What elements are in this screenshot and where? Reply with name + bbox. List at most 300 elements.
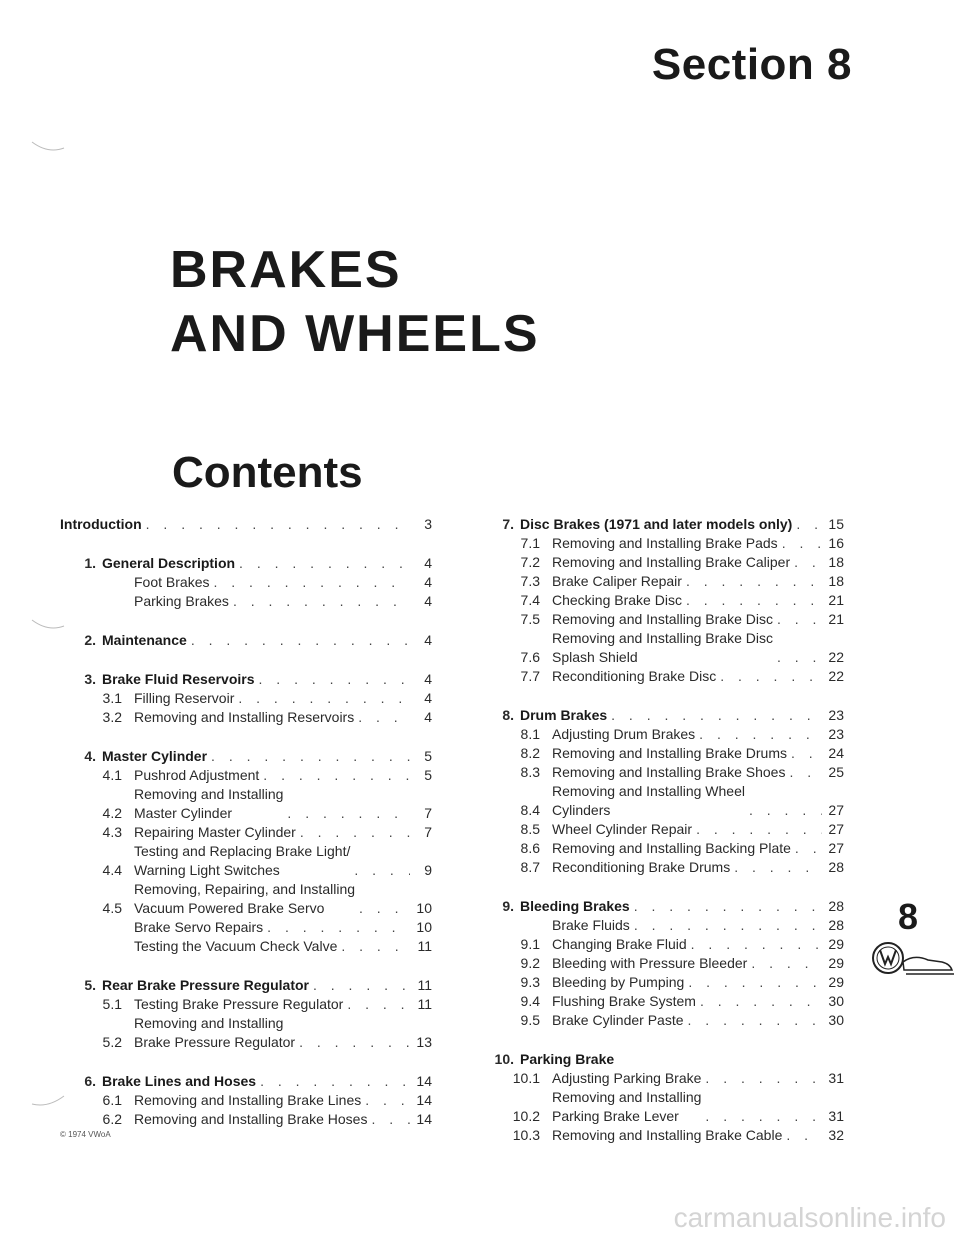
toc-entry-label-wrap bbox=[102, 631, 410, 650]
toc-entry-number: 4. bbox=[84, 748, 96, 764]
toc-entry-label-wrap bbox=[552, 534, 822, 553]
footer-watermark: carmanualsonline.info bbox=[673, 1202, 946, 1233]
toc-entry-title: General Description bbox=[102, 555, 236, 571]
toc-subsection-entry bbox=[478, 992, 844, 1011]
toc-entry-label-wrap bbox=[60, 937, 410, 956]
toc-entry-label-wrap bbox=[102, 976, 410, 995]
toc-entry-page: 5 bbox=[424, 767, 432, 783]
toc-subsection-entry bbox=[478, 1126, 844, 1145]
toc-left-column bbox=[60, 515, 432, 1149]
toc-entry-title bbox=[134, 842, 350, 880]
toc-entry-title: Removing and Installing Brake Shoes bbox=[552, 764, 786, 780]
toc-entry-title: Disc Brakes (1971 and later models only) bbox=[520, 516, 793, 532]
toc-entry-title: Bleeding with Pressure Bleeder bbox=[552, 955, 748, 971]
toc-entry-label-wrap bbox=[134, 766, 410, 785]
toc-subsection-entry bbox=[478, 553, 844, 572]
toc-leader-dots bbox=[773, 648, 822, 667]
toc-entry-number: 3. bbox=[84, 671, 96, 687]
toc-entry-page: 14 bbox=[416, 1092, 432, 1108]
toc-subsection-entry bbox=[60, 766, 432, 785]
toc-entry-page: 23 bbox=[828, 726, 844, 742]
toc-leader-dots bbox=[778, 534, 822, 553]
toc-entry-label-wrap bbox=[552, 1126, 822, 1145]
toc-entry-number: 9.3 bbox=[520, 974, 540, 990]
toc-leader-dots bbox=[295, 1033, 410, 1052]
toc-entry-number: 7.5 bbox=[520, 611, 540, 627]
toc-entry-title: Drum Brakes bbox=[520, 707, 608, 723]
toc-group bbox=[60, 747, 432, 956]
toc-entry-label-wrap bbox=[520, 897, 822, 916]
toc-entry-title bbox=[552, 1088, 701, 1126]
toc-entry-number: 8. bbox=[502, 707, 514, 723]
toc-section-entry bbox=[60, 976, 432, 995]
toc-entry-title: Wheel Cylinder Repair bbox=[552, 821, 693, 837]
toc-entry-page: 7 bbox=[424, 824, 432, 840]
toc-entry-page: 21 bbox=[828, 611, 844, 627]
toc-entry-number: 3.2 bbox=[102, 709, 122, 725]
toc-leader-dots bbox=[692, 820, 822, 839]
toc-entry-label-wrap bbox=[552, 858, 822, 877]
toc-entry-label-wrap bbox=[520, 706, 822, 725]
toc-group bbox=[60, 1072, 432, 1129]
toc-entry-page: 31 bbox=[828, 1070, 844, 1086]
toc-subsection-entry bbox=[478, 610, 844, 629]
toc-entry-page: 10 bbox=[416, 919, 432, 935]
toc-entry-label-wrap bbox=[552, 839, 822, 858]
toc-entry-page: 28 bbox=[828, 898, 844, 914]
toc-entry-page: 7 bbox=[424, 805, 432, 821]
toc-leader-dots bbox=[355, 899, 410, 918]
copyright-notice: © 1974 VWoA bbox=[60, 1130, 111, 1139]
toc-entry-title-line-1: Removing and Installing bbox=[134, 1015, 284, 1031]
toc-leader-dots bbox=[730, 858, 822, 877]
toc-leader-dots bbox=[787, 744, 822, 763]
toc-leader-dots bbox=[259, 766, 410, 785]
toc-leader-dots bbox=[684, 973, 822, 992]
toc-entry-label-wrap bbox=[60, 918, 410, 937]
toc-entry-label-wrap bbox=[520, 1050, 822, 1069]
toc-entry-title: Maintenance bbox=[102, 632, 187, 648]
toc-entry-title-line-2: Vacuum Powered Brake Servo bbox=[134, 900, 325, 916]
toc-entry-title-line-1: Removing and Installing Wheel bbox=[552, 783, 745, 799]
toc-entry-label-wrap bbox=[552, 954, 822, 973]
toc-subsection-entry bbox=[60, 1110, 432, 1129]
toc-entry-number: 9.5 bbox=[520, 1012, 540, 1028]
toc-section-entry bbox=[478, 897, 844, 916]
toc-entry-page: 13 bbox=[416, 1034, 432, 1050]
toc-entry-label-wrap bbox=[102, 1072, 410, 1091]
toc-entry-number: 5.1 bbox=[102, 996, 122, 1012]
toc-subsection-entry bbox=[60, 823, 432, 842]
toc-entry-number: 9.1 bbox=[520, 936, 540, 952]
toc-leader-dots bbox=[361, 1091, 410, 1110]
toc-leader-dots bbox=[354, 708, 410, 727]
toc-entry-title: Removing and Installing Brake Caliper bbox=[552, 554, 791, 570]
toc-entry-page: 18 bbox=[828, 554, 844, 570]
toc-entry-page: 24 bbox=[828, 745, 844, 761]
main-title-line-2: AND WHEELS bbox=[170, 305, 540, 363]
toc-entry-number: 8.3 bbox=[520, 764, 540, 780]
toc-entry-title: Brake Servo Repairs bbox=[134, 919, 264, 935]
binder-hole-mark bbox=[30, 1094, 66, 1108]
toc-entry-page: 14 bbox=[416, 1073, 432, 1089]
toc-group bbox=[60, 976, 432, 1052]
tab-number: 8 bbox=[898, 896, 919, 937]
toc-subsection-entry bbox=[60, 1014, 432, 1052]
toc-entry-page: 25 bbox=[828, 764, 844, 780]
toc-entry-label-wrap bbox=[134, 880, 410, 918]
toc-leader-dots bbox=[790, 553, 822, 572]
toc-subsection-entry bbox=[60, 785, 432, 823]
toc-entry-title: Flushing Brake System bbox=[552, 993, 696, 1009]
toc-subsection-entry bbox=[478, 916, 844, 935]
toc-entry-number: 4.2 bbox=[102, 805, 122, 821]
toc-entry-number: 1. bbox=[84, 555, 96, 571]
toc-leader-dots bbox=[207, 747, 410, 766]
toc-entry-label-wrap bbox=[552, 782, 822, 820]
toc-entry-number: 7.3 bbox=[520, 573, 540, 589]
toc-group bbox=[60, 631, 432, 650]
toc-entry-title: Foot Brakes bbox=[134, 574, 210, 590]
toc-entry-title: Testing the Vacuum Check Valve bbox=[134, 938, 338, 954]
toc-entry-number: 10.2 bbox=[512, 1108, 540, 1124]
toc-section-entry bbox=[60, 631, 432, 650]
toc-entry-number: 9.2 bbox=[520, 955, 540, 971]
toc-subsection-entry bbox=[478, 667, 844, 686]
toc-entry-label-wrap bbox=[552, 572, 822, 591]
toc-entry-title: Checking Brake Disc bbox=[552, 592, 682, 608]
toc-entry-title-line-1: Removing and Installing Brake Disc bbox=[552, 630, 773, 646]
toc-leader-dots bbox=[229, 592, 410, 611]
toc-entry-title: Removing and Installing Brake Pads bbox=[552, 535, 778, 551]
toc-entry-label-wrap bbox=[552, 725, 822, 744]
toc-entry-number: 8.7 bbox=[520, 859, 540, 875]
toc-leader-dots bbox=[209, 573, 410, 592]
toc-entry-label-wrap bbox=[552, 973, 822, 992]
toc-subsection-entry bbox=[478, 1088, 844, 1126]
toc-subsection-entry bbox=[478, 839, 844, 858]
toc-entry-title-line-2: Warning Light Switches bbox=[134, 862, 280, 878]
toc-leader-dots bbox=[701, 1107, 822, 1126]
toc-leader-dots bbox=[337, 937, 410, 956]
toc-entry-title: Bleeding by Pumping bbox=[552, 974, 685, 990]
toc-entry-label-wrap bbox=[552, 591, 822, 610]
toc-leader-dots bbox=[630, 916, 822, 935]
toc-entry-title bbox=[134, 785, 283, 823]
toc-entry-title: Changing Brake Fluid bbox=[552, 936, 687, 952]
toc-entry-page: 27 bbox=[828, 821, 844, 837]
toc-entry-label-wrap bbox=[552, 610, 822, 629]
toc-entry-title: Brake Lines and Hoses bbox=[102, 1073, 257, 1089]
contents-heading: Contents bbox=[172, 448, 363, 497]
toc-entry-page: 15 bbox=[828, 516, 844, 532]
toc-entry-label-wrap bbox=[552, 820, 822, 839]
toc-entry-label-wrap bbox=[478, 916, 822, 935]
toc-entry-page: 32 bbox=[828, 1127, 844, 1143]
section-tab-emblem bbox=[870, 896, 956, 986]
toc-entry-title: Introduction bbox=[60, 516, 142, 532]
toc-entry-page: 21 bbox=[828, 592, 844, 608]
toc-entry-number: 9. bbox=[502, 898, 514, 914]
toc-entry-number: 8.4 bbox=[520, 802, 540, 818]
toc-entry-number: 7.7 bbox=[520, 668, 540, 684]
toc-leader-dots bbox=[695, 725, 822, 744]
toc-entry-number: 6. bbox=[84, 1073, 96, 1089]
toc-leader-dots bbox=[630, 897, 822, 916]
toc-entry-number: 8.1 bbox=[520, 726, 540, 742]
toc-leader-dots bbox=[785, 763, 822, 782]
toc-entry-number: 10.3 bbox=[512, 1127, 540, 1143]
toc-entry-title: Adjusting Parking Brake bbox=[552, 1070, 702, 1086]
toc-entry-page: 14 bbox=[416, 1111, 432, 1127]
toc-entry-page: 27 bbox=[828, 802, 844, 818]
toc-entry-title: Removing and Installing Brake Hoses bbox=[134, 1111, 368, 1127]
toc-entry-label-wrap bbox=[552, 763, 822, 782]
toc-entry-number: 4.5 bbox=[102, 900, 122, 916]
toc-entry-label-wrap bbox=[134, 1110, 410, 1129]
toc-leader-dots bbox=[701, 1069, 822, 1088]
toc-entry-number: 7.6 bbox=[520, 649, 540, 665]
toc-entry-title: Filling Reservoir bbox=[134, 690, 235, 706]
toc-leader-dots bbox=[684, 1011, 822, 1030]
toc-group bbox=[60, 515, 432, 534]
toc-entry-title: Repairing Master Cylinder bbox=[134, 824, 296, 840]
toc-entry-title: Brake Fluid Reservoirs bbox=[102, 671, 255, 687]
toc-entry-page: 16 bbox=[828, 535, 844, 551]
toc-entry-page: 3 bbox=[424, 516, 432, 532]
toc-entry-page: 28 bbox=[828, 917, 844, 933]
toc-entry-title bbox=[134, 1014, 295, 1052]
toc-subsection-entry bbox=[478, 858, 844, 877]
toc-entry-number: 3.1 bbox=[102, 690, 122, 706]
toc-section-entry bbox=[60, 670, 432, 689]
toc-entry-title: Pushrod Adjustment bbox=[134, 767, 260, 783]
toc-entry-label-wrap bbox=[552, 1069, 822, 1088]
binder-hole-mark bbox=[30, 140, 66, 154]
toc-entry-title: Removing and Installing Brake Lines bbox=[134, 1092, 362, 1108]
toc-leader-dots bbox=[716, 667, 822, 686]
toc-leader-dots bbox=[687, 935, 822, 954]
toc-entry-page: 5 bbox=[424, 748, 432, 764]
toc-subsection-entry bbox=[478, 935, 844, 954]
toc-subsection-entry bbox=[478, 1069, 844, 1088]
toc-entry-title: Reconditioning Brake Disc bbox=[552, 668, 717, 684]
toc-subsection-entry bbox=[478, 572, 844, 591]
toc-entry-number: 5. bbox=[84, 977, 96, 993]
toc-entry-number: 9.4 bbox=[520, 993, 540, 1009]
toc-subsection-entry bbox=[478, 725, 844, 744]
toc-subsection-entry bbox=[478, 820, 844, 839]
toc-entry-label-wrap bbox=[134, 823, 410, 842]
toc-leader-dots bbox=[296, 823, 410, 842]
toc-entry-label-wrap bbox=[552, 935, 822, 954]
toc-section-entry bbox=[60, 554, 432, 573]
toc-entry-title-line-2: Cylinders bbox=[552, 802, 611, 818]
toc-entry-page: 29 bbox=[828, 955, 844, 971]
toc-entry-label-wrap bbox=[134, 1014, 410, 1052]
toc-subsection-entry bbox=[478, 629, 844, 667]
toc-entry-page: 4 bbox=[424, 690, 432, 706]
toc-leader-dots bbox=[782, 1126, 822, 1145]
toc-entry-label-wrap bbox=[134, 708, 410, 727]
toc-entry-page: 4 bbox=[424, 632, 432, 648]
toc-entry-number: 6.1 bbox=[102, 1092, 122, 1108]
toc-subsection-entry bbox=[478, 591, 844, 610]
toc-subsection-entry bbox=[478, 534, 844, 553]
toc-entry-label-wrap bbox=[102, 747, 410, 766]
toc-leader-dots bbox=[256, 1072, 410, 1091]
toc-entry-page: 29 bbox=[828, 936, 844, 952]
toc-subsection-entry bbox=[60, 708, 432, 727]
toc-group bbox=[478, 515, 844, 686]
toc-subsection-entry bbox=[60, 918, 432, 937]
toc-entry-page: 11 bbox=[417, 977, 432, 993]
toc-leader-dots bbox=[350, 861, 410, 880]
toc-entry-label-wrap bbox=[552, 667, 822, 686]
toc-subsection-entry bbox=[60, 1091, 432, 1110]
toc-entry-title: Parking Brakes bbox=[134, 593, 229, 609]
toc-entry-number: 5.2 bbox=[102, 1034, 122, 1050]
toc-leader-dots bbox=[367, 1110, 410, 1129]
toc-entry-title-line-1: Removing, Repairing, and Installing bbox=[134, 881, 356, 897]
toc-group bbox=[478, 706, 844, 877]
toc-entry-number: 7.4 bbox=[520, 592, 540, 608]
toc-leader-dots bbox=[773, 610, 822, 629]
toc-leader-dots bbox=[682, 572, 822, 591]
toc-entry-number: 8.6 bbox=[520, 840, 540, 856]
toc-subsection-entry bbox=[60, 689, 432, 708]
toc-entry-number: 10. bbox=[494, 1051, 514, 1067]
toc-leader-dots bbox=[343, 995, 410, 1014]
toc-leader-dots bbox=[745, 801, 822, 820]
toc-subsection-entry bbox=[60, 880, 432, 918]
toc-entry-title: Removing and Installing Brake Cable bbox=[552, 1127, 783, 1143]
toc-entry-page: 4 bbox=[424, 709, 432, 725]
toc-entry-title: Removing and Installing Brake Drums bbox=[552, 745, 787, 761]
toc-group bbox=[60, 554, 432, 611]
toc-entry-page: 22 bbox=[828, 649, 844, 665]
toc-group bbox=[478, 1050, 844, 1145]
toc-leader-dots bbox=[696, 992, 822, 1011]
toc-subsection-entry bbox=[60, 995, 432, 1014]
toc-entry-title-line-2: Splash Shield bbox=[552, 649, 638, 665]
toc-leader-dots bbox=[187, 631, 410, 650]
toc-subsection-entry bbox=[478, 782, 844, 820]
toc-leader-dots bbox=[235, 554, 410, 573]
toc-entry-title-line-1: Removing and Installing bbox=[134, 786, 284, 802]
toc-entry-page: 31 bbox=[828, 1108, 844, 1124]
toc-entry-title: Master Cylinder bbox=[102, 748, 208, 764]
toc-entry-page: 11 bbox=[417, 938, 432, 954]
toc-entry-page: 23 bbox=[828, 707, 844, 723]
toc-entry-title: Removing and Installing Reservoirs bbox=[134, 709, 355, 725]
toc-entry-label-wrap bbox=[552, 553, 822, 572]
toc-entry-label-wrap bbox=[552, 744, 822, 763]
toc-entry-page: 29 bbox=[828, 974, 844, 990]
toc-entry-page: 4 bbox=[424, 671, 432, 687]
toc-entry-title: Testing Brake Pressure Regulator bbox=[134, 996, 344, 1012]
toc-entry-title: Bleeding Brakes bbox=[520, 898, 630, 914]
toc-entry-page: 11 bbox=[417, 996, 432, 1012]
toc-entry-number: 7.2 bbox=[520, 554, 540, 570]
toc-leader-dots bbox=[607, 706, 822, 725]
toc-entry-number: 10.1 bbox=[512, 1070, 540, 1086]
toc-entry-page: 28 bbox=[828, 859, 844, 875]
toc-entry-page: 27 bbox=[828, 840, 844, 856]
toc-subsection-entry bbox=[478, 763, 844, 782]
toc-entry-number: 6.2 bbox=[102, 1111, 122, 1127]
toc-entry-title: Removing and Installing Brake Disc bbox=[552, 611, 773, 627]
toc-group bbox=[60, 670, 432, 727]
toc-entry-number: 4.3 bbox=[102, 824, 122, 840]
toc-entry-label-wrap bbox=[552, 1011, 822, 1030]
toc-entry-title: Reconditioning Brake Drums bbox=[552, 859, 731, 875]
toc-entry-title: Adjusting Drum Brakes bbox=[552, 726, 696, 742]
toc-entry-page: 22 bbox=[828, 668, 844, 684]
toc-entry-label-wrap bbox=[60, 592, 410, 611]
main-title-line-1: BRAKES bbox=[170, 241, 402, 299]
toc-entry-title-line-2: Master Cylinder bbox=[134, 805, 233, 821]
toc-entry-label-wrap bbox=[552, 629, 822, 667]
toc-entry-label-wrap bbox=[134, 689, 410, 708]
toc-entry-label-wrap bbox=[60, 573, 410, 592]
toc-entry-number: 8.5 bbox=[520, 821, 540, 837]
toc-subsection-entry bbox=[60, 592, 432, 611]
toc-entry-number: 7.1 bbox=[520, 535, 540, 551]
toc-entry-number: 4.4 bbox=[102, 862, 122, 878]
toc-entry-label-wrap bbox=[552, 1088, 822, 1126]
toc-leader-dots bbox=[234, 689, 410, 708]
toc-entry-title-line-2: Brake Pressure Regulator bbox=[134, 1034, 296, 1050]
toc-subsection-entry bbox=[60, 937, 432, 956]
toc-entry-page: 4 bbox=[424, 555, 432, 571]
toc-entry-label-wrap bbox=[102, 670, 410, 689]
toc-entry-label-wrap bbox=[134, 1091, 410, 1110]
toc-section-entry bbox=[478, 515, 844, 534]
toc-leader-dots bbox=[791, 839, 822, 858]
toc-entry-title: Parking Brake bbox=[520, 1051, 615, 1067]
toc-entry-title-line-1: Removing and Installing bbox=[552, 1089, 702, 1105]
toc-entry-label-wrap bbox=[134, 995, 410, 1014]
toc-section-entry bbox=[478, 706, 844, 725]
toc-subsection-entry bbox=[60, 573, 432, 592]
toc-entry-page: 30 bbox=[828, 993, 844, 1009]
toc-entry-label-wrap bbox=[520, 515, 822, 534]
toc-right-column bbox=[478, 515, 844, 1165]
toc-entry-title bbox=[134, 880, 355, 918]
toc-entry-title: Brake Fluids bbox=[552, 917, 630, 933]
toc-leader-dots bbox=[682, 591, 822, 610]
toc-entry-title: Removing and Installing Backing Plate bbox=[552, 840, 791, 856]
toc-entry-title bbox=[552, 629, 773, 667]
toc-entry-page: 9 bbox=[424, 862, 432, 878]
binder-hole-mark bbox=[30, 618, 66, 632]
toc-subsection-entry bbox=[478, 973, 844, 992]
toc-entry-page: 30 bbox=[828, 1012, 844, 1028]
toc-entry-number: 8.2 bbox=[520, 745, 540, 761]
toc-entry-title-line-2: Parking Brake Lever bbox=[552, 1108, 679, 1124]
toc-entry-label-wrap bbox=[60, 515, 410, 534]
toc-section-entry bbox=[60, 1072, 432, 1091]
toc-leader-dots bbox=[263, 918, 410, 937]
toc-entry-number: 7. bbox=[502, 516, 514, 532]
toc-section-entry bbox=[478, 1050, 844, 1069]
toc-entry-label-wrap bbox=[102, 554, 410, 573]
toc-subsection-entry bbox=[478, 1011, 844, 1030]
toc-entry-title bbox=[552, 782, 745, 820]
toc-subsection-entry bbox=[478, 744, 844, 763]
toc-entry-label-wrap bbox=[134, 842, 410, 880]
